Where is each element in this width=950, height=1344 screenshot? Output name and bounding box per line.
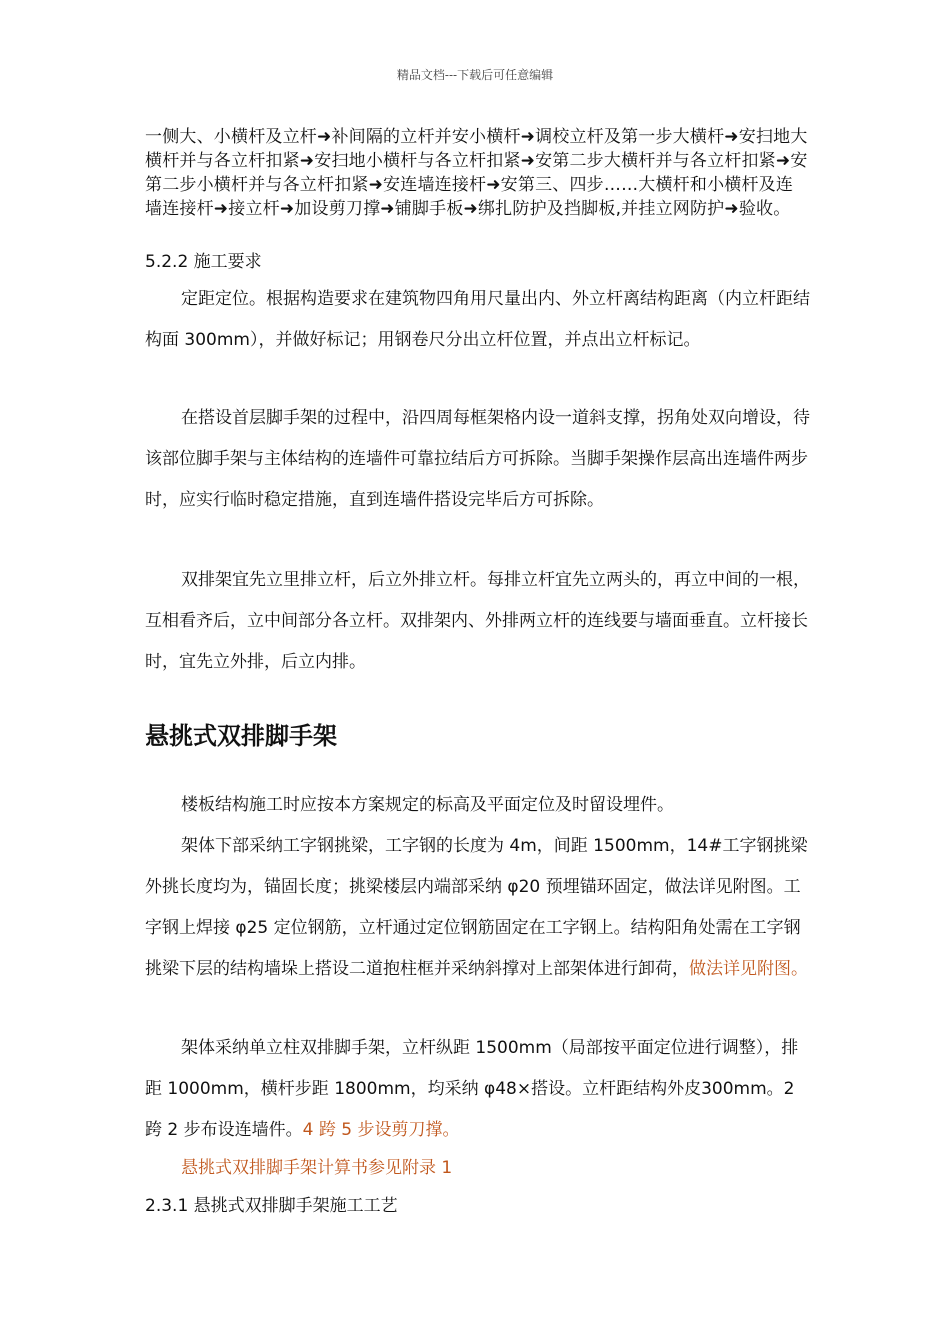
- calc-reference: 悬挑式双排脚手架计算书参见附录 1: [181, 1158, 453, 1178]
- steel-beam-text: 架体下部采纳工字钢挑梁，工字钢的长度为 4m，间距 1500mm，14#工字钢挑梁外挑长度均为，锚固长度；挑梁楼层内端部采纳 φ20 预埋锚环固定，做法详见附图。工字钢上焊接 φ25 定位钢筋，立杆通过定位钢筋固定在工字钢上。结构阳角处需在工字钢挑梁下层的结构墙垛上搭设二道抱柱框并采纳斜撑对上部架体进行卸荷，: [145, 836, 808, 979]
- double-row-paragraph: 双排架宜先立里排立杆，后立外排立杆。每排立杆宜先立两头的，再立中间的一根，互相看齐后，立中间部分各立杆。双排架内、外排两立杆的连线要与墙面垂直。立杆接长时，宜先立外排，后立内排。: [145, 570, 810, 672]
- sequence-paragraph: 一侧大、小横杆及立杆➜补间隔的立杆并安小横杆➜调校立杆及第一步大横杆➜安扫地大横杆并与各立杆扣紧➜安扫地小横杆与各立杆扣紧➜安第二步大横杆并与各立杆扣紧➜安第二步小横杆并与各立杆扣紧➜安连墙连接杆➜安第三、四步……大横杆和小横杆及连墙连接杆➜接立杆➜加设剪刀撑➜铺脚手板➜绑扎防护及挡脚板,并挂立网防护➜验收。: [145, 127, 808, 219]
- frame-paragraph: [145, 1028, 810, 1151]
- steel-beam-paragraph: [145, 826, 810, 990]
- first-floor-paragraph: 在搭设首层脚手架的过程中，沿四周每框架格内设一道斜支撑，拐角处双向增设，待该部位脚手架与主体结构的连墙件可靠拉结后方可拆除。当脚手架操作层高出连墙件两步时，应实行临时稳定措施，直到连墙件搭设完毕后方可拆除。: [145, 408, 810, 510]
- slab-paragraph: 楼板结构施工时应按本方案规定的标高及平面定位及时留设埋件。: [181, 795, 674, 815]
- section-2-3-1-title: 2.3.1 悬挑式双排脚手架施工工艺: [145, 1196, 398, 1216]
- section-5-2-2-title: 5.2.2 施工要求: [145, 252, 262, 272]
- frame-orange-note: 4 跨 5 步设剪刀撑。: [302, 1120, 460, 1140]
- steel-beam-orange-note: 做法详见附图。: [689, 959, 808, 979]
- page-header: 精品文档---下载后可任意编辑: [396, 68, 554, 82]
- cantilever-heading: 悬挑式双排脚手架: [145, 722, 337, 750]
- frame-text: 架体采纳单立柱双排脚手架，立杆纵距 1500mm（局部按平面定位进行调整），排距 1000mm，横杆步距 1800mm，均采纳 φ48×搭设。立杆距结构外皮300mm。2 跨 2 步布设连墙件。: [145, 1038, 799, 1140]
- positioning-paragraph: 定距定位。根据构造要求在建筑物四角用尺量出内、外立杆离结构距离（内立杆距结构面 300mm），并做好标记；用钢卷尺分出立杆位置，并点出立杆标记。: [145, 289, 810, 350]
